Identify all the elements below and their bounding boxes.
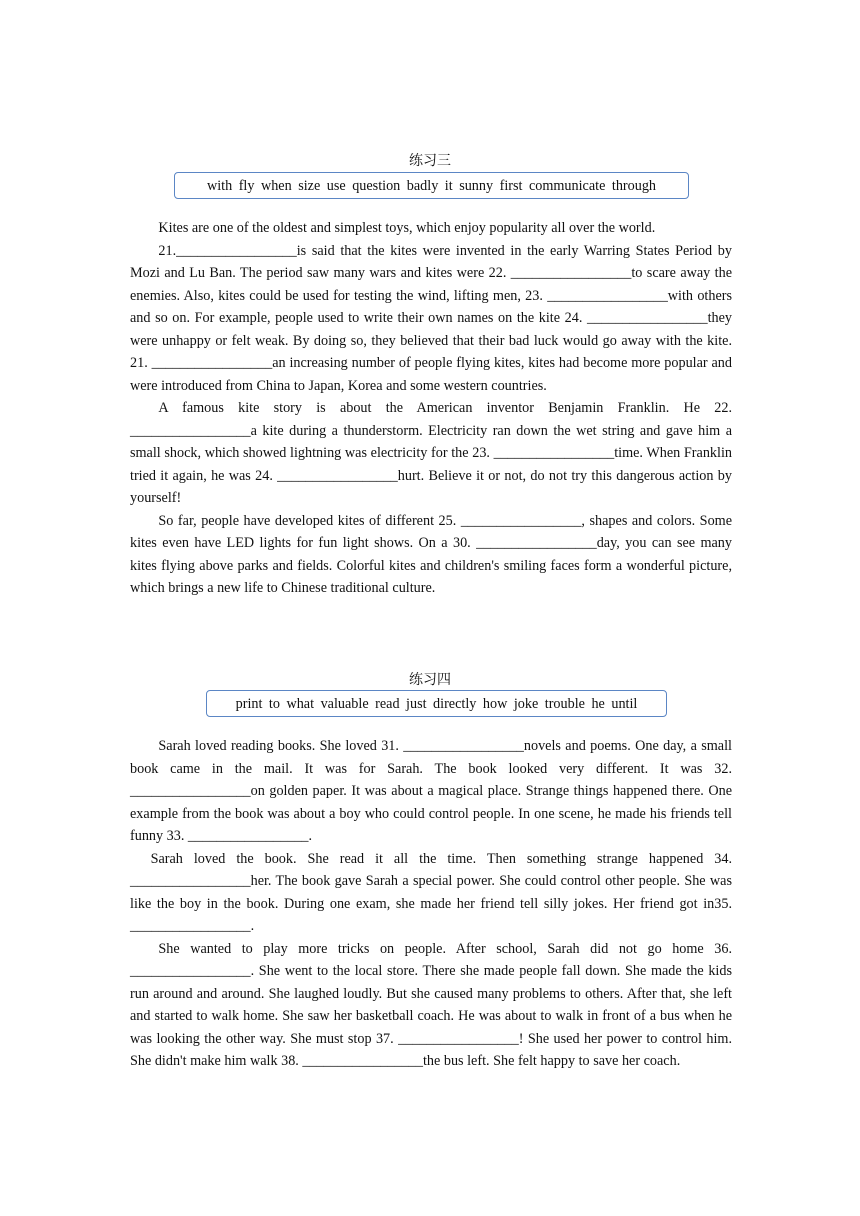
word-bank-item: until <box>611 695 638 712</box>
word-bank-item: read <box>375 695 400 712</box>
word-bank-item: just <box>406 695 427 712</box>
exercise3-title: 练习三 <box>409 153 451 169</box>
word-bank-item: first <box>499 177 523 194</box>
word-bank-item: question <box>352 177 401 194</box>
word-bank-item: sunny <box>459 177 494 194</box>
exercise4-paragraph-1: Sarah loved reading books. She loved 31. _________________novels and poems. One day, a small book came in the mail. It was for Sarah. The book looked very different. It was 32. _________________on golden paper. It was about a magical place. Strange things happened there. One example from the book was about a boy who could control people. In one scene, he made his friends tell funny 33. _________________. <box>130 738 732 844</box>
exercise4-paragraph-3: She wanted to play more tricks on people. After school, Sarah did not go home 36. _________________. She went to the local store. There she made people fall down. She made the kids run around and around. She laughed loudly. But she caused many problems to others. After that, she left and started to walk home. She saw her basketball coach. He was about to walk in front of a bus when he was looking the other way. She must stop 37. _________________! She used her power to control him. She didn't make him walk 38. _________________the bus left. She felt happy to save her coach. <box>130 940 732 1069</box>
exercise3-paragraph-3: A famous kite story is about the American inventor Benjamin Franklin. He 22. _________________a kite during a thunderstorm. Electricity ran down the wet string and gave him a small shock, which showed lightning was electricity for the 23. _________________time. When Franklin tried it again, he was 24. _________________hurt. Believe it or not, do not try this dangerous action by yourself! <box>130 400 732 506</box>
word-bank-item: directly <box>433 695 477 712</box>
exercise3-paragraph-4: So far, people have developed kites of different 25. _________________, shapes and colors. Some kites even have LED lights for fun light shows. On a 30. _________________day, you can see many kites flying above parks and fields. Colorful kites and children's smiling faces form a wonderful picture, which brings a new life to Chinese traditional culture. <box>130 512 732 596</box>
word-bank-item: he <box>591 695 605 712</box>
word-bank-item: through <box>611 177 657 194</box>
word-bank-item: to <box>268 695 280 712</box>
exercise4-paragraph-2: Sarah loved the book. She read it all the time. Then something strange happened 34. _________________her. The book gave Sarah a special power. She could control other people. She was like the boy in the book. During one exam, she made her friend tell silly jokes. Her friend got in35. _________________. <box>130 850 732 934</box>
exercise3-paragraph-2: 21._________________is said that the kites were invented in the early Warring States Period by Mozi and Lu Ban. The period saw many wars and kites were 22. _________________to scare away the enemies. Also, kites could be used for testing the wind, lifting men, 23. _________________with others and so on. For example, people used to write their own names on the kite 24. _________________they were unhappy or felt weak. By doing so, they believed that their bad luck would go away with the kite. 21. _________________an increasing number of people flying kites, kites had become more popular and were introduced from China to Japan, Korea and some western countries. <box>130 242 732 394</box>
word-bank-item: valuable <box>320 695 369 712</box>
word-bank-item: when <box>260 177 292 194</box>
word-bank-item: it <box>444 177 453 194</box>
word-bank-item: with <box>206 177 233 194</box>
word-bank-item: badly <box>406 177 439 194</box>
exercise4-passage <box>130 735 732 1073</box>
word-bank-item: size <box>298 177 321 194</box>
word-bank-item: how <box>482 695 508 712</box>
word-bank-item: joke <box>513 695 539 712</box>
exercise3-word-bank <box>174 172 689 199</box>
exercise4-word-bank <box>206 690 667 717</box>
exercise4-title: 练习四 <box>409 672 451 688</box>
word-bank-item: trouble <box>544 695 585 712</box>
word-bank-item: communicate <box>528 177 606 194</box>
exercise3-paragraph-1: Kites are one of the oldest and simplest toys, which enjoy popularity all over the world. <box>158 220 656 236</box>
word-bank-item: what <box>286 695 315 712</box>
word-bank-item: fly <box>238 177 255 194</box>
word-bank-item: print <box>235 695 263 712</box>
word-bank-item: use <box>326 177 346 194</box>
exercise3-passage <box>130 217 732 600</box>
